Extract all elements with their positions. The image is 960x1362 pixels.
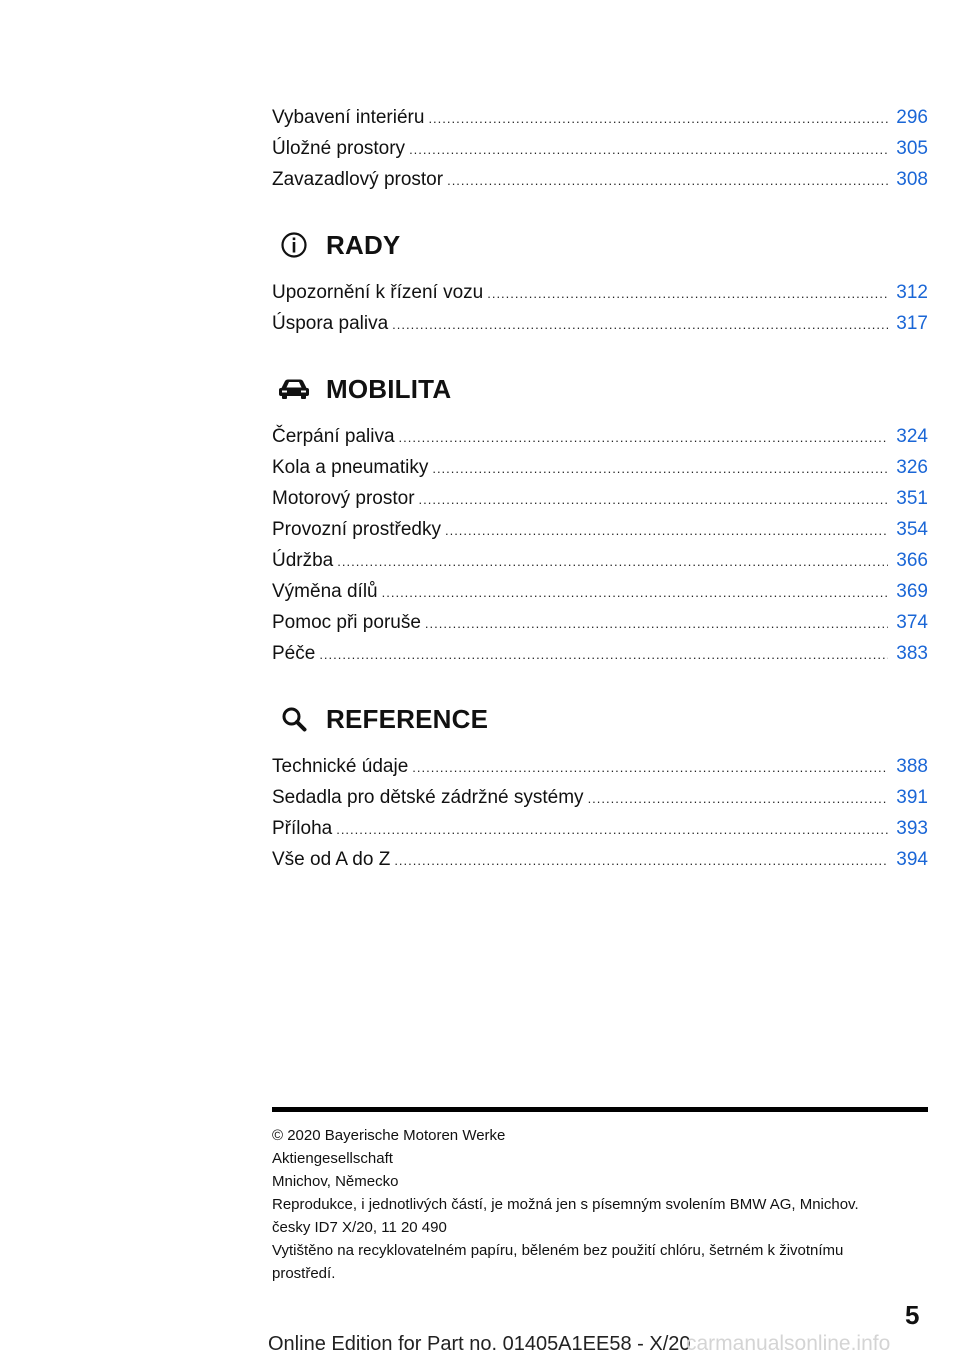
toc-entry-page-link[interactable]: 374 (896, 612, 928, 633)
imprint-line: Reprodukce, i jednotlivých částí, je možná jen s písemným svolením BMW AG, Mnichov. (272, 1196, 859, 1213)
imprint-line: © 2020 Bayerische Motoren Werke (272, 1127, 506, 1144)
toc-entry[interactable] (272, 164, 928, 195)
section-heading-rady (272, 225, 928, 265)
imprint-line: Aktiengesellschaft (272, 1150, 393, 1167)
section-heading-reference (272, 699, 928, 739)
toc-entry[interactable] (272, 607, 928, 638)
toc-entry-page-link[interactable]: 324 (896, 426, 928, 447)
section-heading-mobilita (272, 369, 928, 409)
toc-entry[interactable] (272, 421, 928, 452)
toc-entry-title: Sedadla pro dětské zádržné systémy (272, 787, 584, 808)
section-heading-text: REFERENCE (326, 703, 489, 734)
toc-entry-title: Údržba (272, 550, 334, 571)
toc-leader-dots (432, 453, 888, 484)
toc-leader-dots (419, 484, 889, 515)
toc-leader-dots (337, 546, 888, 577)
toc-entry-page-link[interactable]: 296 (896, 107, 928, 128)
toc-entry-page-link[interactable]: 394 (896, 849, 928, 870)
toc-entry-page-link[interactable]: 312 (896, 282, 928, 303)
toc-entry-title: Vše od A do Z (272, 849, 391, 870)
toc-entry-title: Čerpání paliva (272, 426, 395, 447)
toc-leader-dots (409, 134, 888, 165)
toc-entry[interactable] (272, 638, 928, 669)
toc-entry-title: Upozornění k řízení vozu (272, 282, 484, 303)
imprint-divider (272, 1107, 928, 1112)
toc-entry[interactable] (272, 483, 928, 514)
toc-leader-dots (425, 608, 888, 639)
toc-entry-title: Výměna dílů (272, 581, 378, 602)
section-heading-text: RADY (326, 229, 401, 260)
toc-entry-page-link[interactable]: 366 (896, 550, 928, 571)
toc-leader-dots (487, 278, 888, 309)
toc-entry-title: Zavazadlový prostor (272, 169, 444, 190)
info-icon (274, 229, 314, 261)
toc-entry-title: Příloha (272, 818, 333, 839)
toc-leader-dots (392, 309, 888, 340)
toc-leader-dots (412, 752, 888, 783)
car-icon (274, 373, 314, 405)
imprint-block (272, 1124, 912, 1285)
toc-entry[interactable] (272, 545, 928, 576)
toc-entry[interactable] (272, 813, 928, 844)
toc-entry-page-link[interactable]: 308 (896, 169, 928, 190)
toc-entry[interactable] (272, 844, 928, 875)
toc-leader-dots (394, 845, 888, 876)
toc-entry-title: Pomoc při poruše (272, 612, 421, 633)
toc-entry-page-link[interactable]: 317 (896, 313, 928, 334)
toc-entry-page-link[interactable]: 354 (896, 519, 928, 540)
toc-entry[interactable] (272, 133, 928, 164)
toc-entry[interactable] (272, 576, 928, 607)
toc-entry-page-link[interactable]: 326 (896, 457, 928, 478)
toc-leader-dots (382, 577, 889, 608)
toc-entry-title: Motorový prostor (272, 488, 415, 509)
watermark: carmanualsonline.info (686, 1332, 891, 1355)
toc-entry-title: Úspora paliva (272, 313, 389, 334)
toc-entry-title: Vybavení interiéru (272, 107, 425, 128)
imprint-line: česky ID7 X/20, 11 20 490 (272, 1219, 447, 1236)
toc-entry[interactable] (272, 102, 928, 133)
toc-entry-page-link[interactable]: 391 (896, 787, 928, 808)
toc-entry-page-link[interactable]: 369 (896, 581, 928, 602)
toc-entry[interactable] (272, 514, 928, 545)
toc-entry-title: Technické údaje (272, 756, 409, 777)
toc-entry-page-link[interactable]: 351 (896, 488, 928, 509)
toc-entry[interactable] (272, 782, 928, 813)
section-heading-text: MOBILITA (326, 373, 452, 404)
toc-leader-dots (319, 639, 888, 670)
toc-leader-dots (336, 814, 888, 845)
imprint-line: Vytištěno na recyklovatelném papíru, běleném bez použití chlóru, šetrném k životnímu (272, 1242, 844, 1259)
toc-entry-title: Kola a pneumatiky (272, 457, 429, 478)
toc-entry-title: Péče (272, 643, 316, 664)
toc-leader-dots (445, 515, 888, 546)
toc-entry-page-link[interactable]: 305 (896, 138, 928, 159)
toc-entry[interactable] (272, 452, 928, 483)
table-of-contents (272, 102, 928, 875)
search-icon (274, 703, 314, 735)
page-number: 5 (905, 1300, 920, 1330)
toc-leader-dots (588, 783, 889, 814)
toc-entry-page-link[interactable]: 383 (896, 643, 928, 664)
toc-entry-page-link[interactable]: 393 (896, 818, 928, 839)
footer-edition-text: Online Edition for Part no. 01405A1EE58 - X/20 (268, 1333, 691, 1355)
toc-entry-title: Úložné prostory (272, 138, 406, 159)
imprint-line: Mnichov, Německo (272, 1173, 399, 1190)
toc-entry[interactable] (272, 308, 928, 339)
toc-leader-dots (447, 165, 888, 196)
toc-entry-page-link[interactable]: 388 (896, 756, 928, 777)
toc-entry-title: Provozní prostředky (272, 519, 441, 540)
toc-entry[interactable] (272, 277, 928, 308)
toc-leader-dots (399, 422, 889, 453)
imprint-line: prostředí. (272, 1265, 336, 1282)
toc-leader-dots (428, 103, 888, 134)
toc-entry[interactable] (272, 751, 928, 782)
